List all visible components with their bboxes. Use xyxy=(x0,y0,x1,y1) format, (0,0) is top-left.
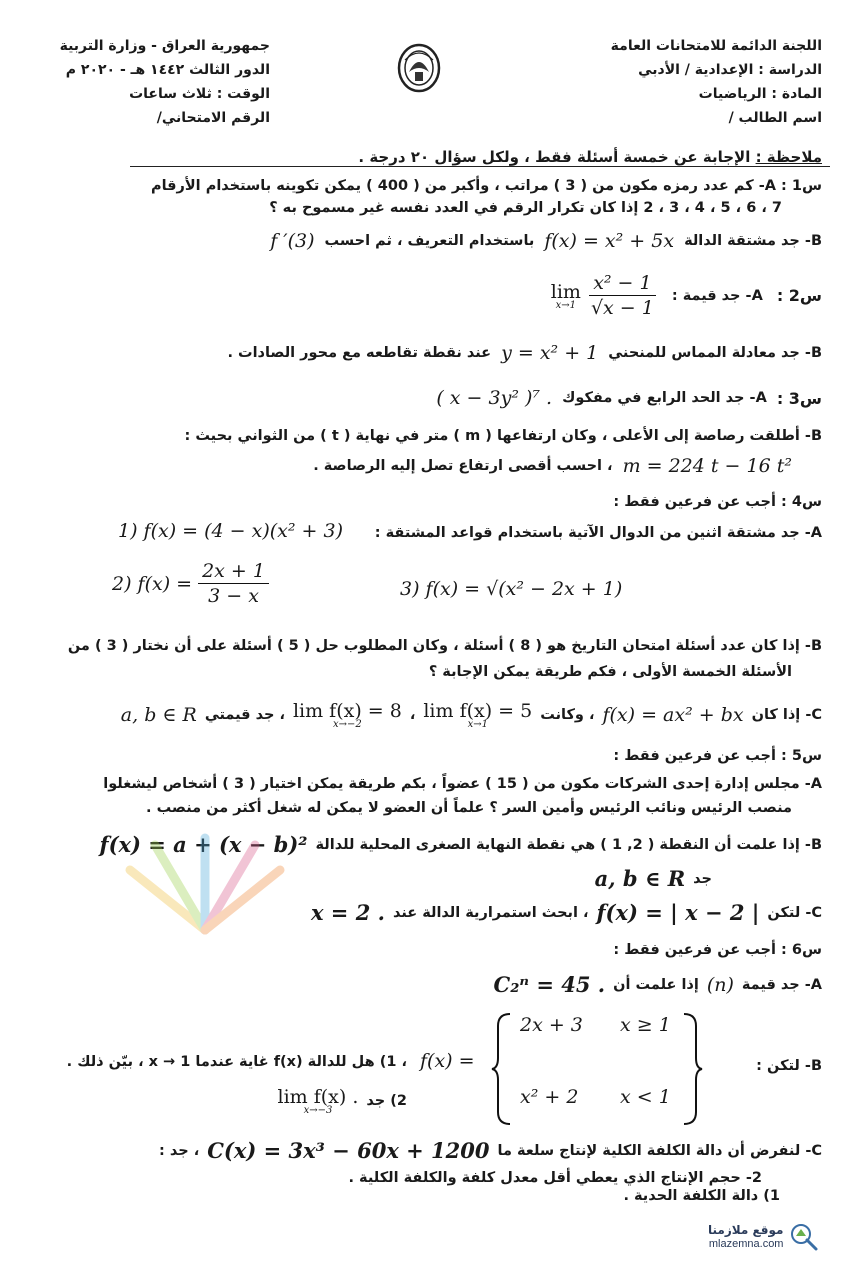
footer-site xyxy=(708,1222,819,1252)
q1-number: س1 : xyxy=(781,178,822,194)
q6-b-question2: 2) جد lim f(x) . x→−3 xyxy=(277,1086,407,1116)
q2-limit-expression: lim x→1 $\frac{\text{x² − 1}}{√x - 1}$ xyxy=(550,272,654,319)
q4-function-3: 3) f(x) = √(x² − 2x + 1) xyxy=(400,578,623,600)
q6-c-sub1: 1) دالة الكلفة الحدية . xyxy=(623,1188,780,1204)
q6-piecewise-function xyxy=(490,1010,710,1128)
q5-intro: س5 : أجب عن فرعين فقط : xyxy=(613,748,822,764)
site-name-en: mlazemna.com xyxy=(708,1238,784,1250)
q5-b-function: f(x) = a + (x − b)² xyxy=(99,832,308,857)
note-label: ملاحظة : xyxy=(755,148,822,166)
header-study: الدراسة : الإعدادية / الأدبي xyxy=(638,62,822,78)
q1-b-eval: f ′(3) xyxy=(270,230,315,252)
note-text: الإجابة عن خمسة أسئلة فقط ، ولكل سؤال ٢٠ درجة . xyxy=(358,148,751,166)
q4-part-c: C- إذا كان f(x) = ax² + bx ، وكانت lim f(x) = 5 x→1 ، lim f(x) = 8 x→−2 ، جد قيمتي a, b ∈ R xyxy=(120,700,822,730)
q3-part-b-line2: m = 224 t − 16 t² ، احسب أقصى ارتفاع تصل إليه الرصاصة . xyxy=(313,455,792,477)
q4-function-2: 2) f(x) = $\frac{2x + 1}{3 - x}$ xyxy=(112,560,269,607)
q3-number: س3 : xyxy=(776,388,822,408)
site-logo-icon xyxy=(789,1222,819,1252)
q6-intro: س6 : أجب عن فرعين فقط : xyxy=(613,942,822,958)
header-student-name: اسم الطالب / xyxy=(728,110,822,126)
q3-a-expression: ( x − 3y² )⁷ . xyxy=(436,387,553,409)
header-session: الدور الثالث ١٤٤٢ هـ - ٢٠٢٠ م xyxy=(65,62,270,78)
q6-number: س6 : xyxy=(781,942,822,958)
q4-c-limit-1: lim f(x) = 5 x→1 xyxy=(423,700,533,730)
header-ministry: جمهورية العراق - وزارة التربية xyxy=(59,38,270,54)
q2-part-a: س2 : A- جد قيمة : lim x→1 $\frac{\text{x² − 1}}{√x - 1}$ xyxy=(550,272,822,319)
q6-b-fx: f(x) = xyxy=(420,1050,475,1072)
left-brace-icon xyxy=(490,1010,514,1128)
header-time: الوقت : ثلاث ساعات xyxy=(129,86,270,102)
q2-number: س2 : xyxy=(776,286,822,305)
q5-part-a-line1: A- مجلس إدارة إحدى الشركات مكون من ( 15 ) عضواً ، بكم طريقة يمكن اختيار ( 3 ) أشخاص ليشغلوا xyxy=(103,776,822,792)
q5-part-b: B- إذا علمت أن النقطة ( 2, 1 ) هي نقطة النهاية الصغرى المحلية للدالة f(x) = a + (x − b)² xyxy=(99,832,822,857)
q5-part-a-line2: منصب الرئيس ونائب الرئيس وأمين السر ؟ علماً أن العضو لا يمكن له شغل أكثر من منصب . xyxy=(146,800,792,816)
q1-part-a-line1: س1 : A- كم عدد رمزه مكون من ( 3 ) مراتب ، وأكبر من ( 400 ) يمكن تكوينه باستخدام الأرقام xyxy=(150,178,822,194)
q5-part-b-find: جد a, b ∈ R xyxy=(594,866,712,891)
exam-note xyxy=(358,148,822,166)
q1-part-a-line2: 7 ، 6 ، 5 ، 4 ، 3 ، 2 إذا كان تكرار الرقم في العدد نفسه غير مسموح به ؟ xyxy=(269,200,782,216)
q6-c-sub2: 2- حجم الإنتاج الذي يعطي أقل معدل كلفة والكلفة الكلية . xyxy=(348,1170,762,1186)
right-brace-icon xyxy=(680,1010,704,1128)
q6-b-question1: ، 1) هل للدالة f(x) غاية عندما x → 1 ، بيّن ذلك . xyxy=(66,1054,407,1070)
header-exam-number: الرقم الامتحاني/ xyxy=(156,110,270,126)
q3-part-b-line1: B- أطلقت رصاصة إلى الأعلى ، وكان ارتفاعها ( m ) متر في نهاية ( t ) من الثواني بحيث : xyxy=(184,428,822,444)
q4-function-1: 1) f(x) = (4 − x)(x² + 3) xyxy=(118,520,343,542)
q4-part-b-line2: الأسئلة الخمسة الأولى ، فكم طريقة يمكن الإجابة ؟ xyxy=(428,664,792,680)
q5-part-c: C- لتكن f(x) = | x − 2 | ، ابحث استمرارية الدالة عند x = 2 . xyxy=(310,900,822,925)
q6-part-a: A- جد قيمة (n) إذا علمت أن C₂ⁿ = 45 . xyxy=(493,972,822,997)
q2-b-function: y = x² + 1 xyxy=(501,342,599,364)
q6-c-function: C(x) = 3x³ − 60x + 1200 xyxy=(207,1138,490,1163)
case2-condition: x < 1 xyxy=(620,1086,671,1108)
header-subject: المادة : الرياضيات xyxy=(698,86,822,102)
iraq-emblem-icon xyxy=(395,42,443,98)
header-committee: اللجنة الدائمة للامتحانات العامة xyxy=(610,38,822,54)
q4-part-b-line1: B- إذا كان عدد أسئلة امتحان التاريخ هو ( 8 ) أسئلة ، وكان المطلوب حل ( 5 ) أسئلة على أن نختار ( 3 ) من xyxy=(67,638,822,654)
q1-part-b: B- جد مشتقة الدالة f(x) = x² + 5x باستخدام التعريف ، ثم احسب f ′(3) xyxy=(270,230,822,252)
q3-b-function: m = 224 t − 16 t² xyxy=(622,455,792,477)
case1-condition: x ≥ 1 xyxy=(620,1014,671,1036)
q3-part-a: س3 : A- جد الحد الرابع في مفكوك ( x − 3y² )⁷ . xyxy=(436,387,822,409)
case2-expression: x² + 2 xyxy=(520,1086,579,1108)
q4-part-a: A- جد مشتقة اثنين من الدوال الآتية باستخدام قواعد المشتقة : xyxy=(374,525,822,541)
note-divider xyxy=(130,166,830,167)
q2-part-b: B- جد معادلة المماس للمنحني y = x² + 1 عند نقطة تقاطعه مع محور الصادات . xyxy=(227,342,822,364)
site-name-ar: موقع ملازمنا xyxy=(708,1223,784,1237)
q6-part-c: C- لنفرض أن دالة الكلفة الكلية لإنتاج سلعة ما C(x) = 3x³ − 60x + 1200 ، جد : xyxy=(158,1138,822,1163)
q4-number: س4 : xyxy=(781,494,822,510)
watermark-logo xyxy=(110,830,300,944)
case1-expression: 2x + 3 xyxy=(520,1014,583,1036)
q6-part-b-label: B- لتكن : xyxy=(756,1058,822,1074)
q5-number: س5 : xyxy=(781,748,822,764)
q4-c-limit-2: lim f(x) = 8 x→−2 xyxy=(292,700,402,730)
q4-intro: س4 : أجب عن فرعين فقط : xyxy=(613,494,822,510)
q1-b-function: f(x) = x² + 5x xyxy=(544,230,675,252)
